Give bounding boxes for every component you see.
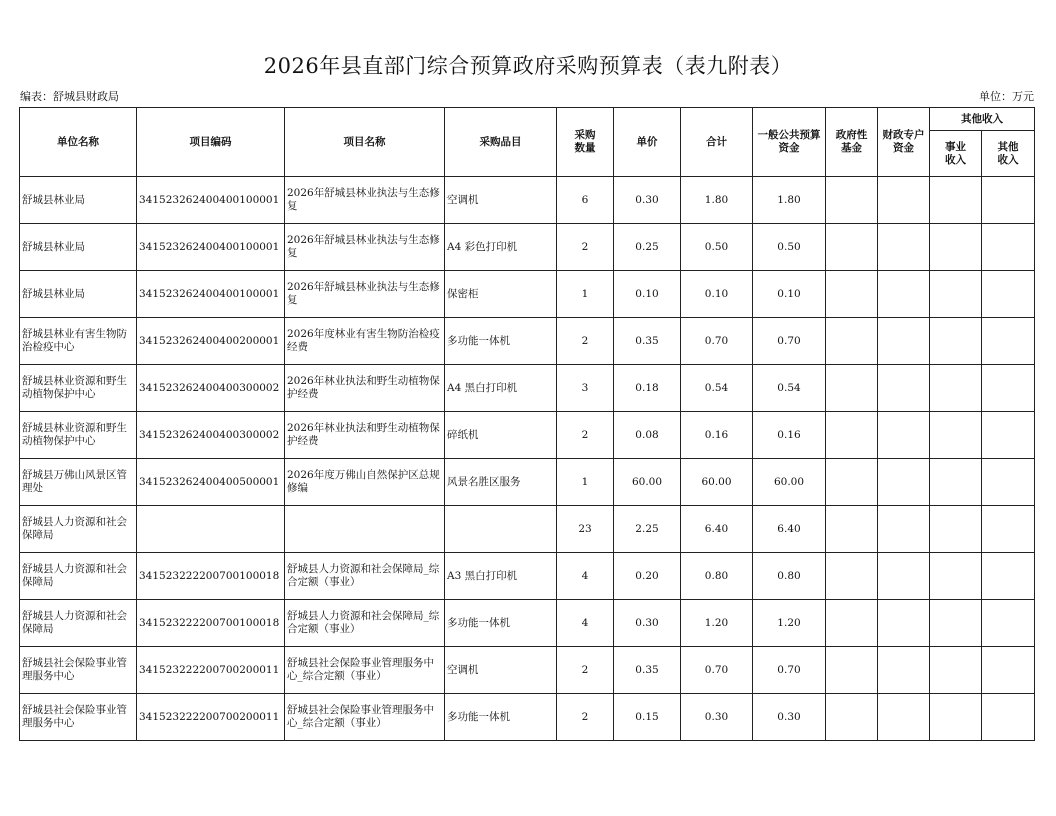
cell-gov-fund xyxy=(826,365,878,412)
cell-general-budget: 0.30 xyxy=(753,694,826,741)
header-other-income: 其他收入 xyxy=(930,108,1035,131)
cell-project-name: 舒城县社会保险事业管理服务中心_综合定额（事业） xyxy=(285,647,445,694)
cell-other-income xyxy=(982,459,1035,506)
cell-procurement-item: 碎纸机 xyxy=(445,412,557,459)
cell-total: 0.50 xyxy=(681,224,753,271)
cell-special-fund xyxy=(878,647,930,694)
cell-general-budget: 60.00 xyxy=(753,459,826,506)
cell-general-budget: 0.10 xyxy=(753,271,826,318)
cell-project-name: 2026年舒城县林业执法与生态修复 xyxy=(285,224,445,271)
unit-label: 单位：万元 xyxy=(979,90,1034,103)
header-row-1 xyxy=(20,108,1035,131)
cell-project-code: 341523262400400500001 xyxy=(137,459,285,506)
cell-unit-name: 舒城县社会保险事业管理服务中心 xyxy=(20,647,137,694)
cell-total: 0.70 xyxy=(681,318,753,365)
cell-project-name: 舒城县人力资源和社会保障局_综合定额（事业） xyxy=(285,600,445,647)
cell-general-budget: 6.40 xyxy=(753,506,826,553)
table-row xyxy=(20,271,1035,318)
table-row xyxy=(20,600,1035,647)
cell-special-fund xyxy=(878,412,930,459)
cell-unit-price: 0.08 xyxy=(614,412,681,459)
cell-quantity: 2 xyxy=(557,412,614,459)
cell-other-income xyxy=(982,318,1035,365)
table-row xyxy=(20,647,1035,694)
cell-total: 1.20 xyxy=(681,600,753,647)
cell-general-budget: 0.70 xyxy=(753,647,826,694)
cell-project-code: 341523222200700200011 xyxy=(137,647,285,694)
cell-total: 0.54 xyxy=(681,365,753,412)
table-row xyxy=(20,506,1035,553)
cell-project-name: 2026年林业执法和野生动植物保护经费 xyxy=(285,412,445,459)
cell-special-fund xyxy=(878,600,930,647)
cell-project-code: 341523262400400200001 xyxy=(137,318,285,365)
cell-unit-price: 0.25 xyxy=(614,224,681,271)
page-title: 2026年县直部门综合预算政府采购预算表（表九附表） xyxy=(263,54,793,78)
cell-career-income xyxy=(930,365,982,412)
cell-total: 6.40 xyxy=(681,506,753,553)
table-row xyxy=(20,224,1035,271)
cell-career-income xyxy=(930,600,982,647)
header-project-name: 项目名称 xyxy=(285,108,445,177)
cell-other-income xyxy=(982,177,1035,224)
cell-other-income xyxy=(982,224,1035,271)
cell-total: 0.10 xyxy=(681,271,753,318)
procurement-table xyxy=(19,107,1035,741)
cell-special-fund xyxy=(878,459,930,506)
cell-unit-name: 舒城县人力资源和社会保障局 xyxy=(20,506,137,553)
cell-special-fund xyxy=(878,318,930,365)
cell-unit-price: 2.25 xyxy=(614,506,681,553)
cell-general-budget: 0.16 xyxy=(753,412,826,459)
cell-quantity: 2 xyxy=(557,318,614,365)
cell-procurement-item: 保密柜 xyxy=(445,271,557,318)
cell-gov-fund xyxy=(826,647,878,694)
cell-general-budget: 0.50 xyxy=(753,224,826,271)
cell-special-fund xyxy=(878,506,930,553)
cell-project-name: 舒城县人力资源和社会保障局_综合定额（事业） xyxy=(285,553,445,600)
header-other-income-sub: 其他 收入 xyxy=(982,131,1035,177)
cell-unit-price: 0.10 xyxy=(614,271,681,318)
cell-quantity: 6 xyxy=(557,177,614,224)
cell-gov-fund xyxy=(826,224,878,271)
cell-total: 0.80 xyxy=(681,553,753,600)
table-row xyxy=(20,553,1035,600)
cell-project-code: 341523222200700100018 xyxy=(137,600,285,647)
cell-procurement-item: 风景名胜区服务 xyxy=(445,459,557,506)
cell-project-code: 341523262400400300002 xyxy=(137,365,285,412)
table-body xyxy=(20,177,1035,741)
compiler-label: 编表：舒城县财政局 xyxy=(20,90,119,103)
cell-unit-price: 0.35 xyxy=(614,318,681,365)
cell-special-fund xyxy=(878,177,930,224)
cell-procurement-item: A4 彩色打印机 xyxy=(445,224,557,271)
cell-gov-fund xyxy=(826,318,878,365)
cell-special-fund xyxy=(878,694,930,741)
cell-total: 0.30 xyxy=(681,694,753,741)
cell-unit-price: 0.35 xyxy=(614,647,681,694)
header-project-code: 项目编码 xyxy=(137,108,285,177)
cell-other-income xyxy=(982,365,1035,412)
cell-special-fund xyxy=(878,224,930,271)
cell-project-code: 341523262400400100001 xyxy=(137,271,285,318)
cell-project-name xyxy=(285,506,445,553)
table-row xyxy=(20,459,1035,506)
cell-project-name: 舒城县社会保险事业管理服务中心_综合定额（事业） xyxy=(285,694,445,741)
cell-total: 0.16 xyxy=(681,412,753,459)
cell-gov-fund xyxy=(826,694,878,741)
cell-gov-fund xyxy=(826,412,878,459)
cell-project-name: 2026年度林业有害生物防治检疫经费 xyxy=(285,318,445,365)
cell-project-name: 2026年度万佛山自然保护区总规修编 xyxy=(285,459,445,506)
cell-unit-name: 舒城县林业局 xyxy=(20,177,137,224)
cell-other-income xyxy=(982,412,1035,459)
header-unit-name: 单位名称 xyxy=(20,108,137,177)
cell-procurement-item: 空调机 xyxy=(445,177,557,224)
cell-project-code xyxy=(137,506,285,553)
cell-general-budget: 0.54 xyxy=(753,365,826,412)
cell-quantity: 1 xyxy=(557,459,614,506)
cell-unit-price: 60.00 xyxy=(614,459,681,506)
header-general-budget: 一般公共预算 资金 xyxy=(753,108,826,177)
cell-unit-price: 0.30 xyxy=(614,600,681,647)
cell-other-income xyxy=(982,600,1035,647)
cell-general-budget: 1.80 xyxy=(753,177,826,224)
cell-gov-fund xyxy=(826,459,878,506)
cell-quantity: 4 xyxy=(557,600,614,647)
header-total: 合计 xyxy=(681,108,753,177)
table-row xyxy=(20,177,1035,224)
cell-quantity: 2 xyxy=(557,647,614,694)
table-row xyxy=(20,365,1035,412)
cell-gov-fund xyxy=(826,553,878,600)
cell-quantity: 2 xyxy=(557,224,614,271)
cell-gov-fund xyxy=(826,600,878,647)
cell-career-income xyxy=(930,647,982,694)
cell-unit-name: 舒城县林业资源和野生动植物保护中心 xyxy=(20,412,137,459)
cell-quantity: 2 xyxy=(557,694,614,741)
cell-project-name: 2026年舒城县林业执法与生态修复 xyxy=(285,271,445,318)
cell-total: 0.70 xyxy=(681,647,753,694)
cell-unit-name: 舒城县林业局 xyxy=(20,224,137,271)
cell-special-fund xyxy=(878,271,930,318)
cell-procurement-item: 多功能一体机 xyxy=(445,318,557,365)
cell-unit-price: 0.18 xyxy=(614,365,681,412)
cell-project-name: 2026年林业执法和野生动植物保护经费 xyxy=(285,365,445,412)
cell-gov-fund xyxy=(826,177,878,224)
cell-unit-name: 舒城县林业有害生物防治检疫中心 xyxy=(20,318,137,365)
cell-procurement-item xyxy=(445,506,557,553)
cell-unit-name: 舒城县万佛山风景区管理处 xyxy=(20,459,137,506)
cell-career-income xyxy=(930,694,982,741)
cell-procurement-item: 多功能一体机 xyxy=(445,600,557,647)
cell-quantity: 1 xyxy=(557,271,614,318)
cell-general-budget: 0.70 xyxy=(753,318,826,365)
cell-project-name: 2026年舒城县林业执法与生态修复 xyxy=(285,177,445,224)
cell-other-income xyxy=(982,647,1035,694)
cell-career-income xyxy=(930,224,982,271)
cell-unit-name: 舒城县林业局 xyxy=(20,271,137,318)
header-procurement-item: 采购品目 xyxy=(445,108,557,177)
cell-gov-fund xyxy=(826,506,878,553)
table-row xyxy=(20,318,1035,365)
header-gov-fund: 政府性 基金 xyxy=(826,108,878,177)
cell-other-income xyxy=(982,271,1035,318)
cell-project-code: 341523262400400100001 xyxy=(137,177,285,224)
cell-unit-price: 0.15 xyxy=(614,694,681,741)
cell-career-income xyxy=(930,177,982,224)
cell-quantity: 4 xyxy=(557,553,614,600)
header-special-fund: 财政专户 资金 xyxy=(878,108,930,177)
cell-procurement-item: 多功能一体机 xyxy=(445,694,557,741)
cell-career-income xyxy=(930,506,982,553)
cell-general-budget: 0.80 xyxy=(753,553,826,600)
cell-career-income xyxy=(930,412,982,459)
cell-gov-fund xyxy=(826,271,878,318)
cell-procurement-item: A3 黑白打印机 xyxy=(445,553,557,600)
cell-quantity: 23 xyxy=(557,506,614,553)
table-meta xyxy=(20,88,1034,104)
cell-career-income xyxy=(930,459,982,506)
cell-project-code: 341523222200700200011 xyxy=(137,694,285,741)
cell-other-income xyxy=(982,506,1035,553)
cell-career-income xyxy=(930,318,982,365)
cell-other-income xyxy=(982,553,1035,600)
cell-unit-name: 舒城县林业资源和野生动植物保护中心 xyxy=(20,365,137,412)
cell-project-code: 341523262400400300002 xyxy=(137,412,285,459)
cell-procurement-item: A4 黑白打印机 xyxy=(445,365,557,412)
table-row xyxy=(20,412,1035,459)
cell-career-income xyxy=(930,553,982,600)
cell-unit-price: 0.20 xyxy=(614,553,681,600)
cell-general-budget: 1.20 xyxy=(753,600,826,647)
cell-total: 1.80 xyxy=(681,177,753,224)
cell-other-income xyxy=(982,694,1035,741)
cell-unit-name: 舒城县人力资源和社会保障局 xyxy=(20,600,137,647)
cell-career-income xyxy=(930,271,982,318)
table-row xyxy=(20,694,1035,741)
cell-procurement-item: 空调机 xyxy=(445,647,557,694)
cell-project-code: 341523222200700100018 xyxy=(137,553,285,600)
cell-unit-price: 0.30 xyxy=(614,177,681,224)
header-career-income: 事业 收入 xyxy=(930,131,982,177)
cell-special-fund xyxy=(878,553,930,600)
cell-quantity: 3 xyxy=(557,365,614,412)
cell-special-fund xyxy=(878,365,930,412)
cell-unit-name: 舒城县人力资源和社会保障局 xyxy=(20,553,137,600)
cell-project-code: 341523262400400100001 xyxy=(137,224,285,271)
header-quantity: 采购 数量 xyxy=(557,108,614,177)
cell-total: 60.00 xyxy=(681,459,753,506)
header-unit-price: 单价 xyxy=(614,108,681,177)
cell-unit-name: 舒城县社会保险事业管理服务中心 xyxy=(20,694,137,741)
